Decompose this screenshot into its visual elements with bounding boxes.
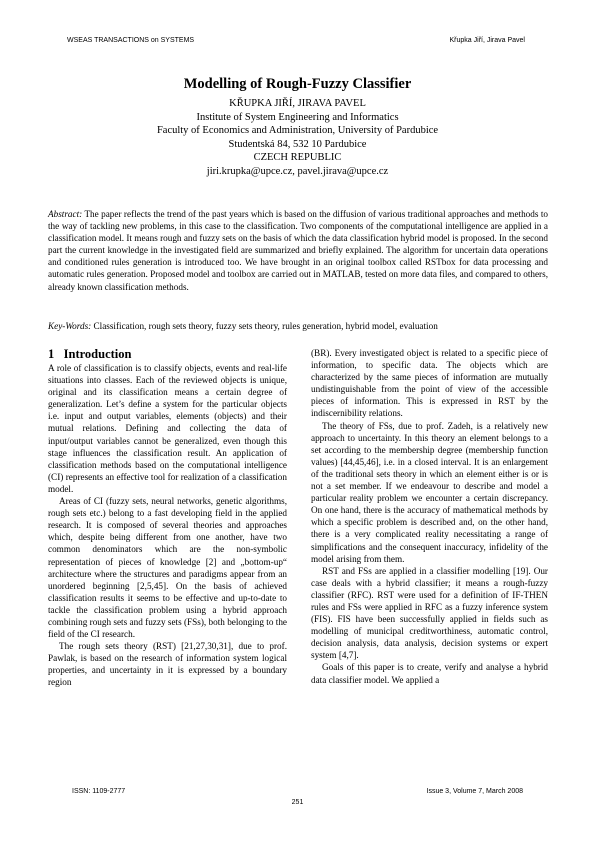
affiliation-faculty: Faculty of Economics and Administration, University of Pardubice <box>156 125 439 136</box>
footer-issue: Issue 3, Volume 7, March 2008 <box>426 788 523 795</box>
paragraph: A role of classification is to classify objects, events and real-life situations into classes. Each of the reviewed objects is unique, original and its classification means a certain degree of generalization. Let’s define a system for the particular objects i.e. input and output variables, elements (objects) and their mutual relations. Defining and collecting the data of input/output variables cannot be generalized, even though this stage influences the classification result. An application of classification methods based on the computational intelligence (CI) represents an effective tool for realization of a classification model. <box>48 363 287 494</box>
paragraph: (BR). Every investigated object is related to a specific piece of information, to specific data. The objects which are characterized by the same pieces of information are mutually undistinguishable from the point of view of the accessible pieces of information. This is expressed in RST by the indiscernibility relations. <box>311 348 548 419</box>
paragraph: The theory of FSs, due to prof. Zadeh, is a relatively new approach to uncertainty. In this theory an element belongs to a set according to the membership degree (membership function values) [44,45,46], i.e. in a closed interval. It is an enlargement of the traditional sets theory in which an element either is or is not a set member. If we endeavour to describe and model a particular reality problem we encounter a certain discrepancy. On one hand, there is the accuracy of mathematical methods by which a specific problem is described and, on the other hand, there is a very complicated reality necessitating a range of simplifications and the consequent inaccuracy, infidelity of the model arising from them. <box>311 420 548 564</box>
affiliation-institute: Institute of System Engineering and Informatics <box>196 111 399 123</box>
column-left <box>48 347 287 689</box>
paragraph: Areas of CI (fuzzy sets, neural networks, genetic algorithms, rough sets etc.) belong to a fast developing field in the applied research. It is composed of several theories and approaches which, despite being different from one another, have two common denominators which are the non-symbolic representation of pieces of knowledge [2] and „bottom-up“ architecture where the structures and paradigms appear from an unordered beginning [2,5,45]. On the basis of achieved classification results it seems to be effective and up-to-date to tackle the classification problem using a hybrid approach combining rough sets and fuzzy sets (FSs), both belonging to the field of the CI research. <box>48 496 287 640</box>
abstract-label: Abstract: <box>48 209 83 219</box>
running-header-journal: WSEAS TRANSACTIONS on SYSTEMS <box>67 37 195 44</box>
abstract <box>48 208 548 293</box>
paper-title: Modelling of Rough-Fuzzy Classifier <box>183 76 412 92</box>
authors: KŘUPKA JIŘÍ, JIRAVA PAVEL <box>229 98 366 109</box>
section-title: Introduction <box>63 347 132 361</box>
section-heading <box>48 347 287 361</box>
keywords-label: Key-Words: <box>48 321 92 331</box>
page-number: 251 <box>291 799 304 806</box>
paragraph: The rough sets theory (RST) [21,27,30,31], due to prof. Pawlak, is based on the research of information system logical properties, and uncertainty in it is expressed by a boundary region <box>48 641 287 688</box>
column-right <box>311 347 548 686</box>
running-header-authors: Křupka Jiří, Jirava Pavel <box>449 37 525 44</box>
emails: jiri.krupka@upce.cz, pavel.jirava@upce.cz <box>206 165 389 177</box>
paragraph: Goals of this paper is to create, verify and analyse a hybrid data classifier model. We applied a <box>311 662 548 685</box>
country: CZECH REPUBLIC <box>253 152 342 163</box>
section-number: 1 <box>48 347 55 361</box>
author-block <box>0 97 595 178</box>
keywords-text: Classification, rough sets theory, fuzzy sets theory, rules generation, hybrid model, evaluation <box>93 321 438 331</box>
paragraph: RST and FSs are applied in a classifier modelling [19]. Our case deals with a hybrid classifier; it means a rough-fuzzy classifier (RFC). RST were used for a definition of IF-THEN rules and FSs were applied in RFC as a fuzzy inference system (FIS). FIS have been successfully applied in fields such as modelling of municipal creditworthiness, automatic control, decision analysis, data analysis, decision systems or expert system [4,7]. <box>311 565 548 661</box>
keywords <box>48 320 548 332</box>
address: Studentská 84, 532 10 Pardubice <box>228 138 367 150</box>
footer-issn: ISSN: 1109-2777 <box>72 788 126 795</box>
abstract-text: The paper reflects the trend of the past years which is based on the diffusion of various traditional approaches and methods to the way of tackling new problems, in this case to the classification. Two components of the computational intelligence are applied in a classification model. It means rough and fuzzy sets on the basis of which the data classification hybrid model is proposed. In the second part the current knowledge in the investigated field are summarized and briefly explained. The algorithm for uncertain data operations and conditioned rules generation is introduced too. We have brought in an original toolbox called RSTbox for data processing and automatic rules generation. Proposed model and toolbox are carried out in MATLAB, tested on more data files, and compared to others, already known classification methods. <box>48 209 548 292</box>
